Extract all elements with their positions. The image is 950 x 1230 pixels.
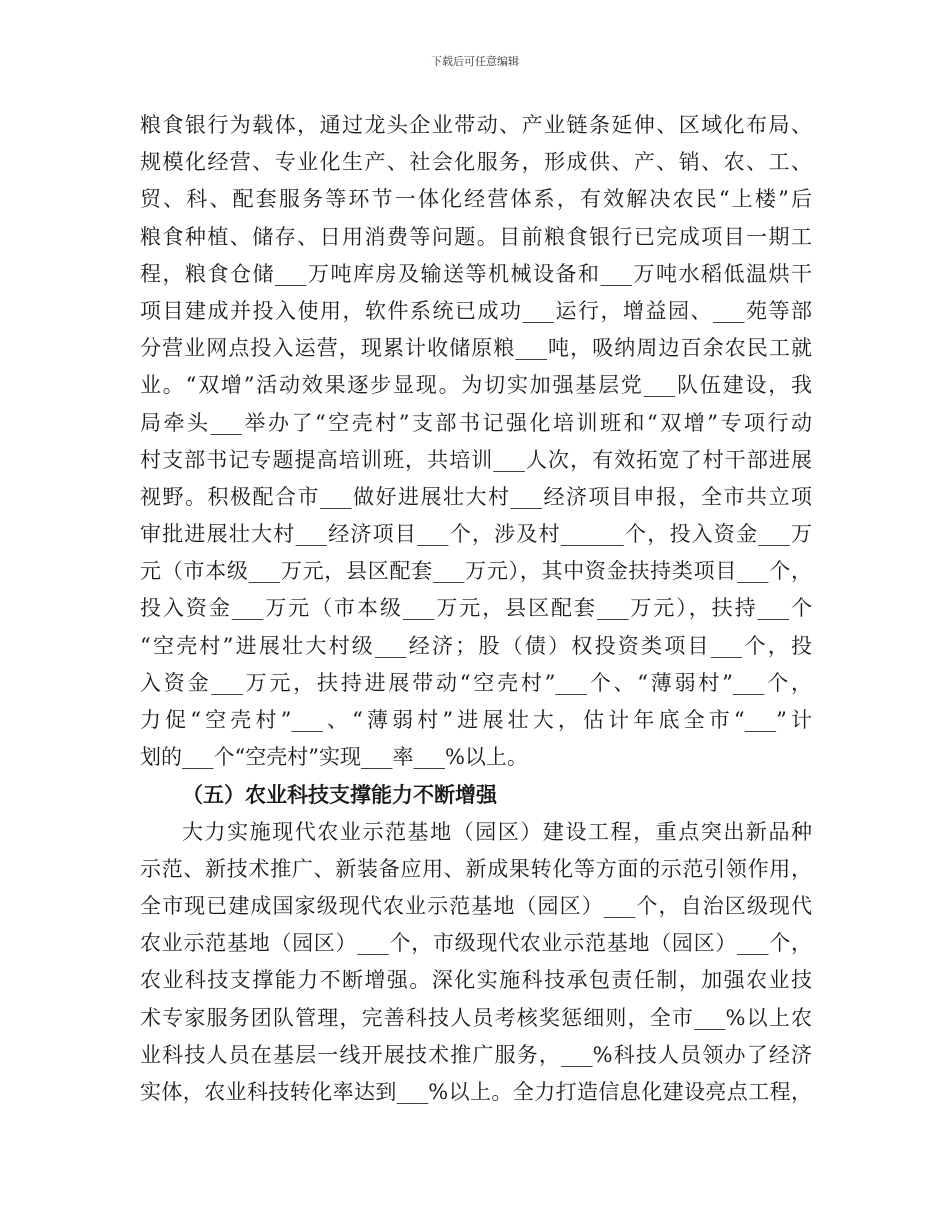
paragraph-line: “空壳村”进展壮大村级___经济；股（债）权投资类项目___个，投 [140,633,812,658]
paragraph-line: 投入资金___万元（市本级___万元，县区配套___万元），扶持___个 [140,596,812,621]
page-header: 下载后可任意编辑 [431,55,519,68]
paragraph-line: 视野。积极配合市___做好进展壮大村___经济项目申报，全市共立项 [140,484,812,509]
paragraph-line: 大力实施现代农业示范基地（园区）建设工程，重点突出新品种 [182,819,812,844]
paragraph-line: 业科技人员在基层一线开展技术推广服务，___%科技人员领办了经济 [140,1042,812,1067]
paragraph-line: 规模化经营、专业化生产、社会化服务，形成供、产、销、农、工、 [140,150,812,175]
paragraph-line: 业。“双增”活动效果逐步显现。为切实加强基层党___队伍建设，我 [140,373,812,398]
paragraph-line: 术专家服务团队管理，完善科技人员考核奖惩细则，全市___%以上农 [140,1005,812,1030]
paragraph-line: 程，粮食仓储___万吨库房及输送等机械设备和___万吨水稻低温烘干 [140,261,812,286]
section-heading: （五）农业科技支撑能力不断增强 [182,782,497,808]
document-body [140,107,812,1111]
paragraph-line: 农业示范基地（园区）___个，市级现代农业示范基地（园区）___个， [140,931,812,956]
paragraph-1 [140,107,812,776]
paragraph-2 [140,814,812,1112]
paragraph-line: 粮食银行为载体，通过龙头企业带动、产业链条延伸、区域化布局、 [140,113,812,137]
paragraph-line: 粮食种植、储存、日用消费等问题。目前粮食银行已完成项目一期工 [140,224,812,249]
paragraph-line: 项目建成并投入使用，软件系统已成功___运行，增益园、___苑等部 [140,298,812,323]
paragraph-line: 入资金___万元，扶持进展带动“空壳村”___个、“薄弱村”___个， [140,670,812,695]
paragraph-line: 局牵头___举办了“空壳村”支部书记强化培训班和“双增”专项行动 [140,410,812,435]
paragraph-line: 实体，农业科技转化率达到___%以上。全力打造信息化建设亮点工程， [140,1079,812,1104]
paragraph-line: 元（市本级___万元，县区配套___万元），其中资金扶持类项目___个， [140,559,812,584]
paragraph-line: 分营业网点投入运营，现累计收储原粮___吨，吸纳周边百余农民工就 [140,336,812,361]
paragraph-line: 审批进展壮大村___经济项目___个，涉及村______个，投入资金___万 [140,522,812,547]
paragraph-line: 示范、新技术推广、新装备应用、新成果转化等方面的示范引领作用， [140,856,812,881]
paragraph-line: 全市现已建成国家级现代农业示范基地（园区）___个，自治区级现代 [140,893,812,918]
paragraph-line: 贸、科、配套服务等环节一体化经营体系，有效解决农民“上楼”后 [140,187,812,212]
paragraph-line: 力促“空壳村”___、“薄弱村”进展壮大，估计年底全市“___”计 [140,708,812,732]
paragraph-line: 划的___个“空壳村”实现___率___%以上。 [140,745,528,770]
paragraph-line: 农业科技支撑能力不断增强。深化实施科技承包责任制，加强农业技 [140,968,812,993]
paragraph-line: 村支部书记专题提高培训班，共培训___人次，有效拓宽了村干部进展 [140,447,812,472]
